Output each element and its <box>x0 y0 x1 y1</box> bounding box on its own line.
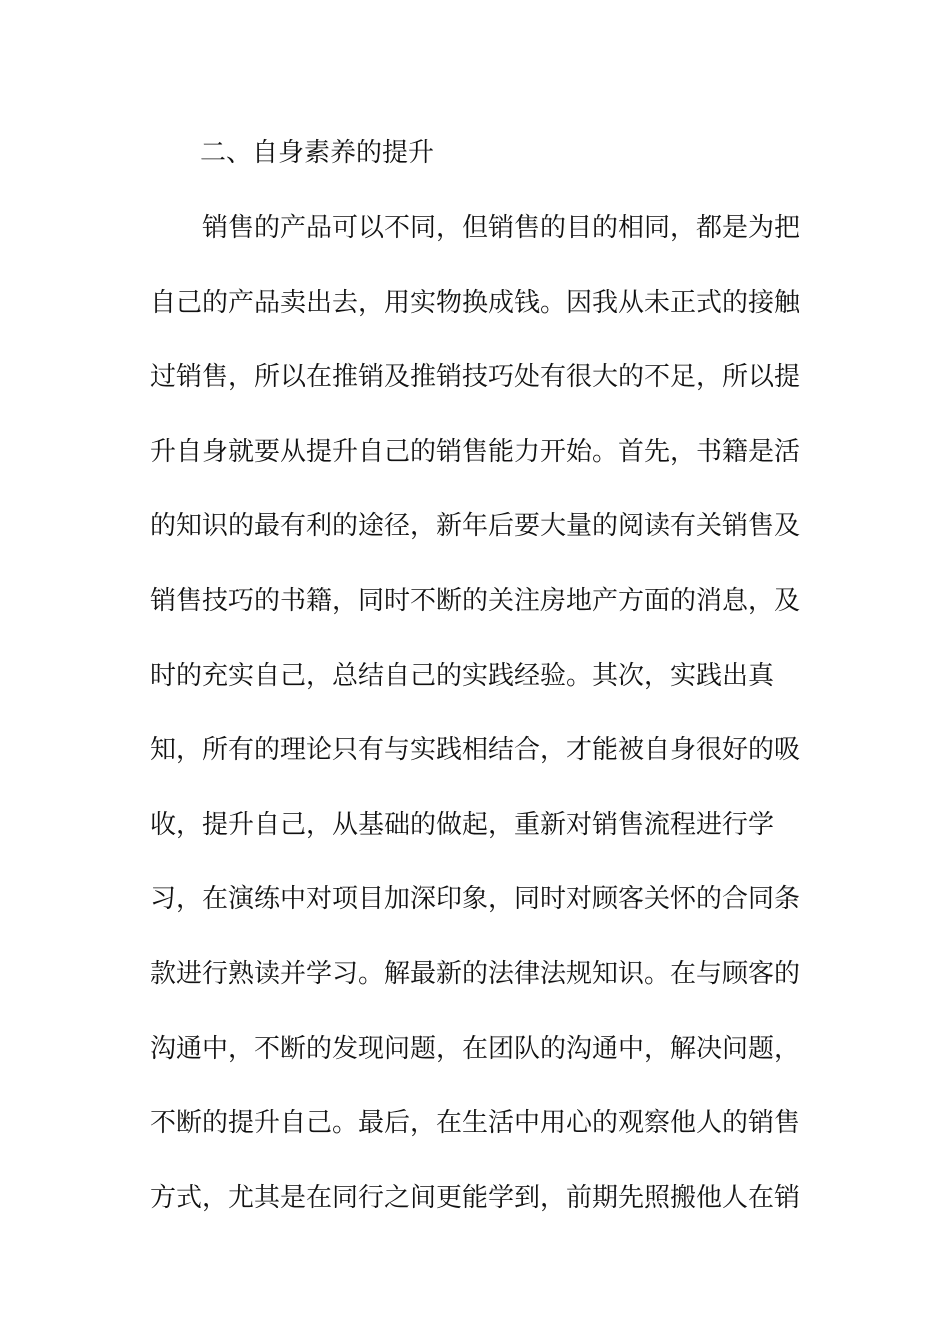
section-heading: 二、自身素养的提升 <box>200 138 435 168</box>
text-line: 收，提升自己，从基础的做起，重新对销售流程进行学 <box>150 809 775 840</box>
text-line: 销售的产品可以不同，但销售的目的相同，都是为把 <box>202 213 800 243</box>
text-line: 时的充实自己，总结自己的实践经验。其次，实践出真 <box>150 660 775 691</box>
text-line: 升自身就要从提升自己的销售能力开始。首先，书籍是活 <box>150 436 800 467</box>
text-line: 过销售，所以在推销及推销技巧处有很大的不足，所以提 <box>150 362 800 393</box>
text-line: 自己的产品卖出去，用实物换成钱。因我从未正式的接触 <box>150 287 800 318</box>
body-paragraph <box>150 208 800 1252</box>
text-line: 销售技巧的书籍，同时不断的关注房地产方面的消息，及 <box>150 585 800 616</box>
text-line: 不断的提升自己。最后，在生活中用心的观察他人的销售 <box>150 1108 800 1139</box>
text-line: 方式，尤其是在同行之间更能学到，前期先照搬他人在销 <box>150 1182 800 1213</box>
text-line: 款进行熟读并学习。解最新的法律法规知识。在与顾客的 <box>150 958 800 989</box>
text-line: 的知识的最有利的途径，新年后要大量的阅读有关销售及 <box>150 511 800 542</box>
text-line: 知，所有的理论只有与实践相结合，才能被自身很好的吸 <box>150 735 800 766</box>
text-line: 习，在演练中对项目加深印象，同时对顾客关怀的合同条 <box>150 884 800 915</box>
text-line: 沟通中，不断的发现问题，在团队的沟通中，解决问题， <box>150 1033 800 1064</box>
